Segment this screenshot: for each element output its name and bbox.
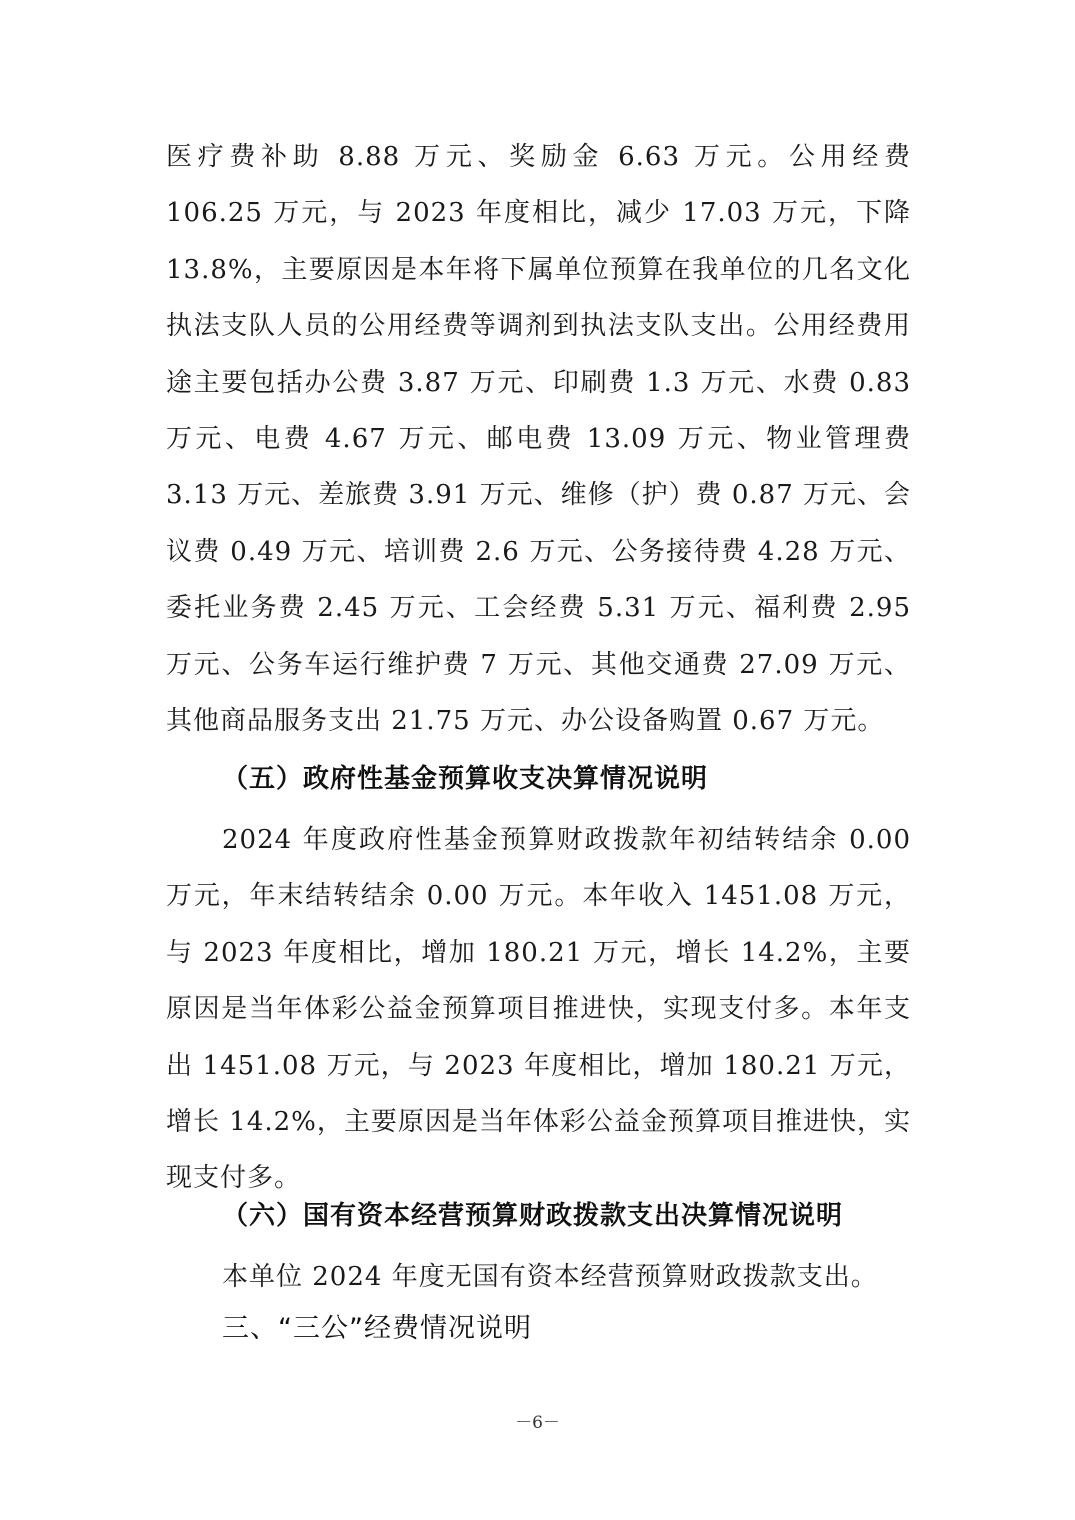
- page-number: －6－: [515, 1413, 560, 1433]
- section-heading-6: （六）国有资本经营预算财政拨款支出决算情况说明: [222, 1201, 844, 1231]
- section-heading-3: 三、“三公”经费情况说明: [222, 1313, 532, 1344]
- body-paragraph-continuation: [166, 129, 911, 749]
- section-heading-5: （五）政府性基金预算收支决算情况说明: [222, 764, 709, 794]
- body-paragraph-6: [166, 1249, 911, 1305]
- paragraph-text: 医疗费补助 8.88 万元、奖励金 6.63 万元。公用经费 106.25 万元，与 2023 年度相比，减少 17.03 万元，下降 13.8%，主要原因是本年将下属单位预算在我单位的几名文化执法支队人员的公用经费等调剂到执法支队支出。公用经费用途主要包括办公费 3.87 万元、印刷费 1.3 万元、水费 0.83 万元、电费 4.67 万元、邮电费 13.09 万元、物业管理费 3.13 万元、差旅费 3.91 万元、维修（护）费 0.87 万元、会议费 0.49 万元、培训费 2.6 万元、公务接待费 4.28 万元、委托业务费 2.45 万元、工会经费 5.31 万元、福利费 2.95 万元、公务车运行维护费 7 万元、其他交通费 27.09 万元、其他商品服务支出 21.75 万元、办公设备购置 0.67 万元。: [166, 142, 911, 737]
- body-paragraph-5: [166, 812, 911, 1207]
- paragraph-text: 2024 年度政府性基金预算财政拨款年初结转结余 0.00 万元，年末结转结余 0.00 万元。本年收入 1451.08 万元，与 2023 年度相比，增加 180.21 万元，增长 14.2%，主要原因是当年体彩公益金预算项目推进快，实现支付多。本年支出 1451.08 万元，与 2023 年度相比，增加 180.21 万元，增长 14.2%，主要原因是当年体彩公益金预算项目推进快，实现支付多。: [166, 825, 911, 1194]
- paragraph-text: 本单位 2024 年度无国有资本经营预算财政拨款支出。: [222, 1262, 878, 1292]
